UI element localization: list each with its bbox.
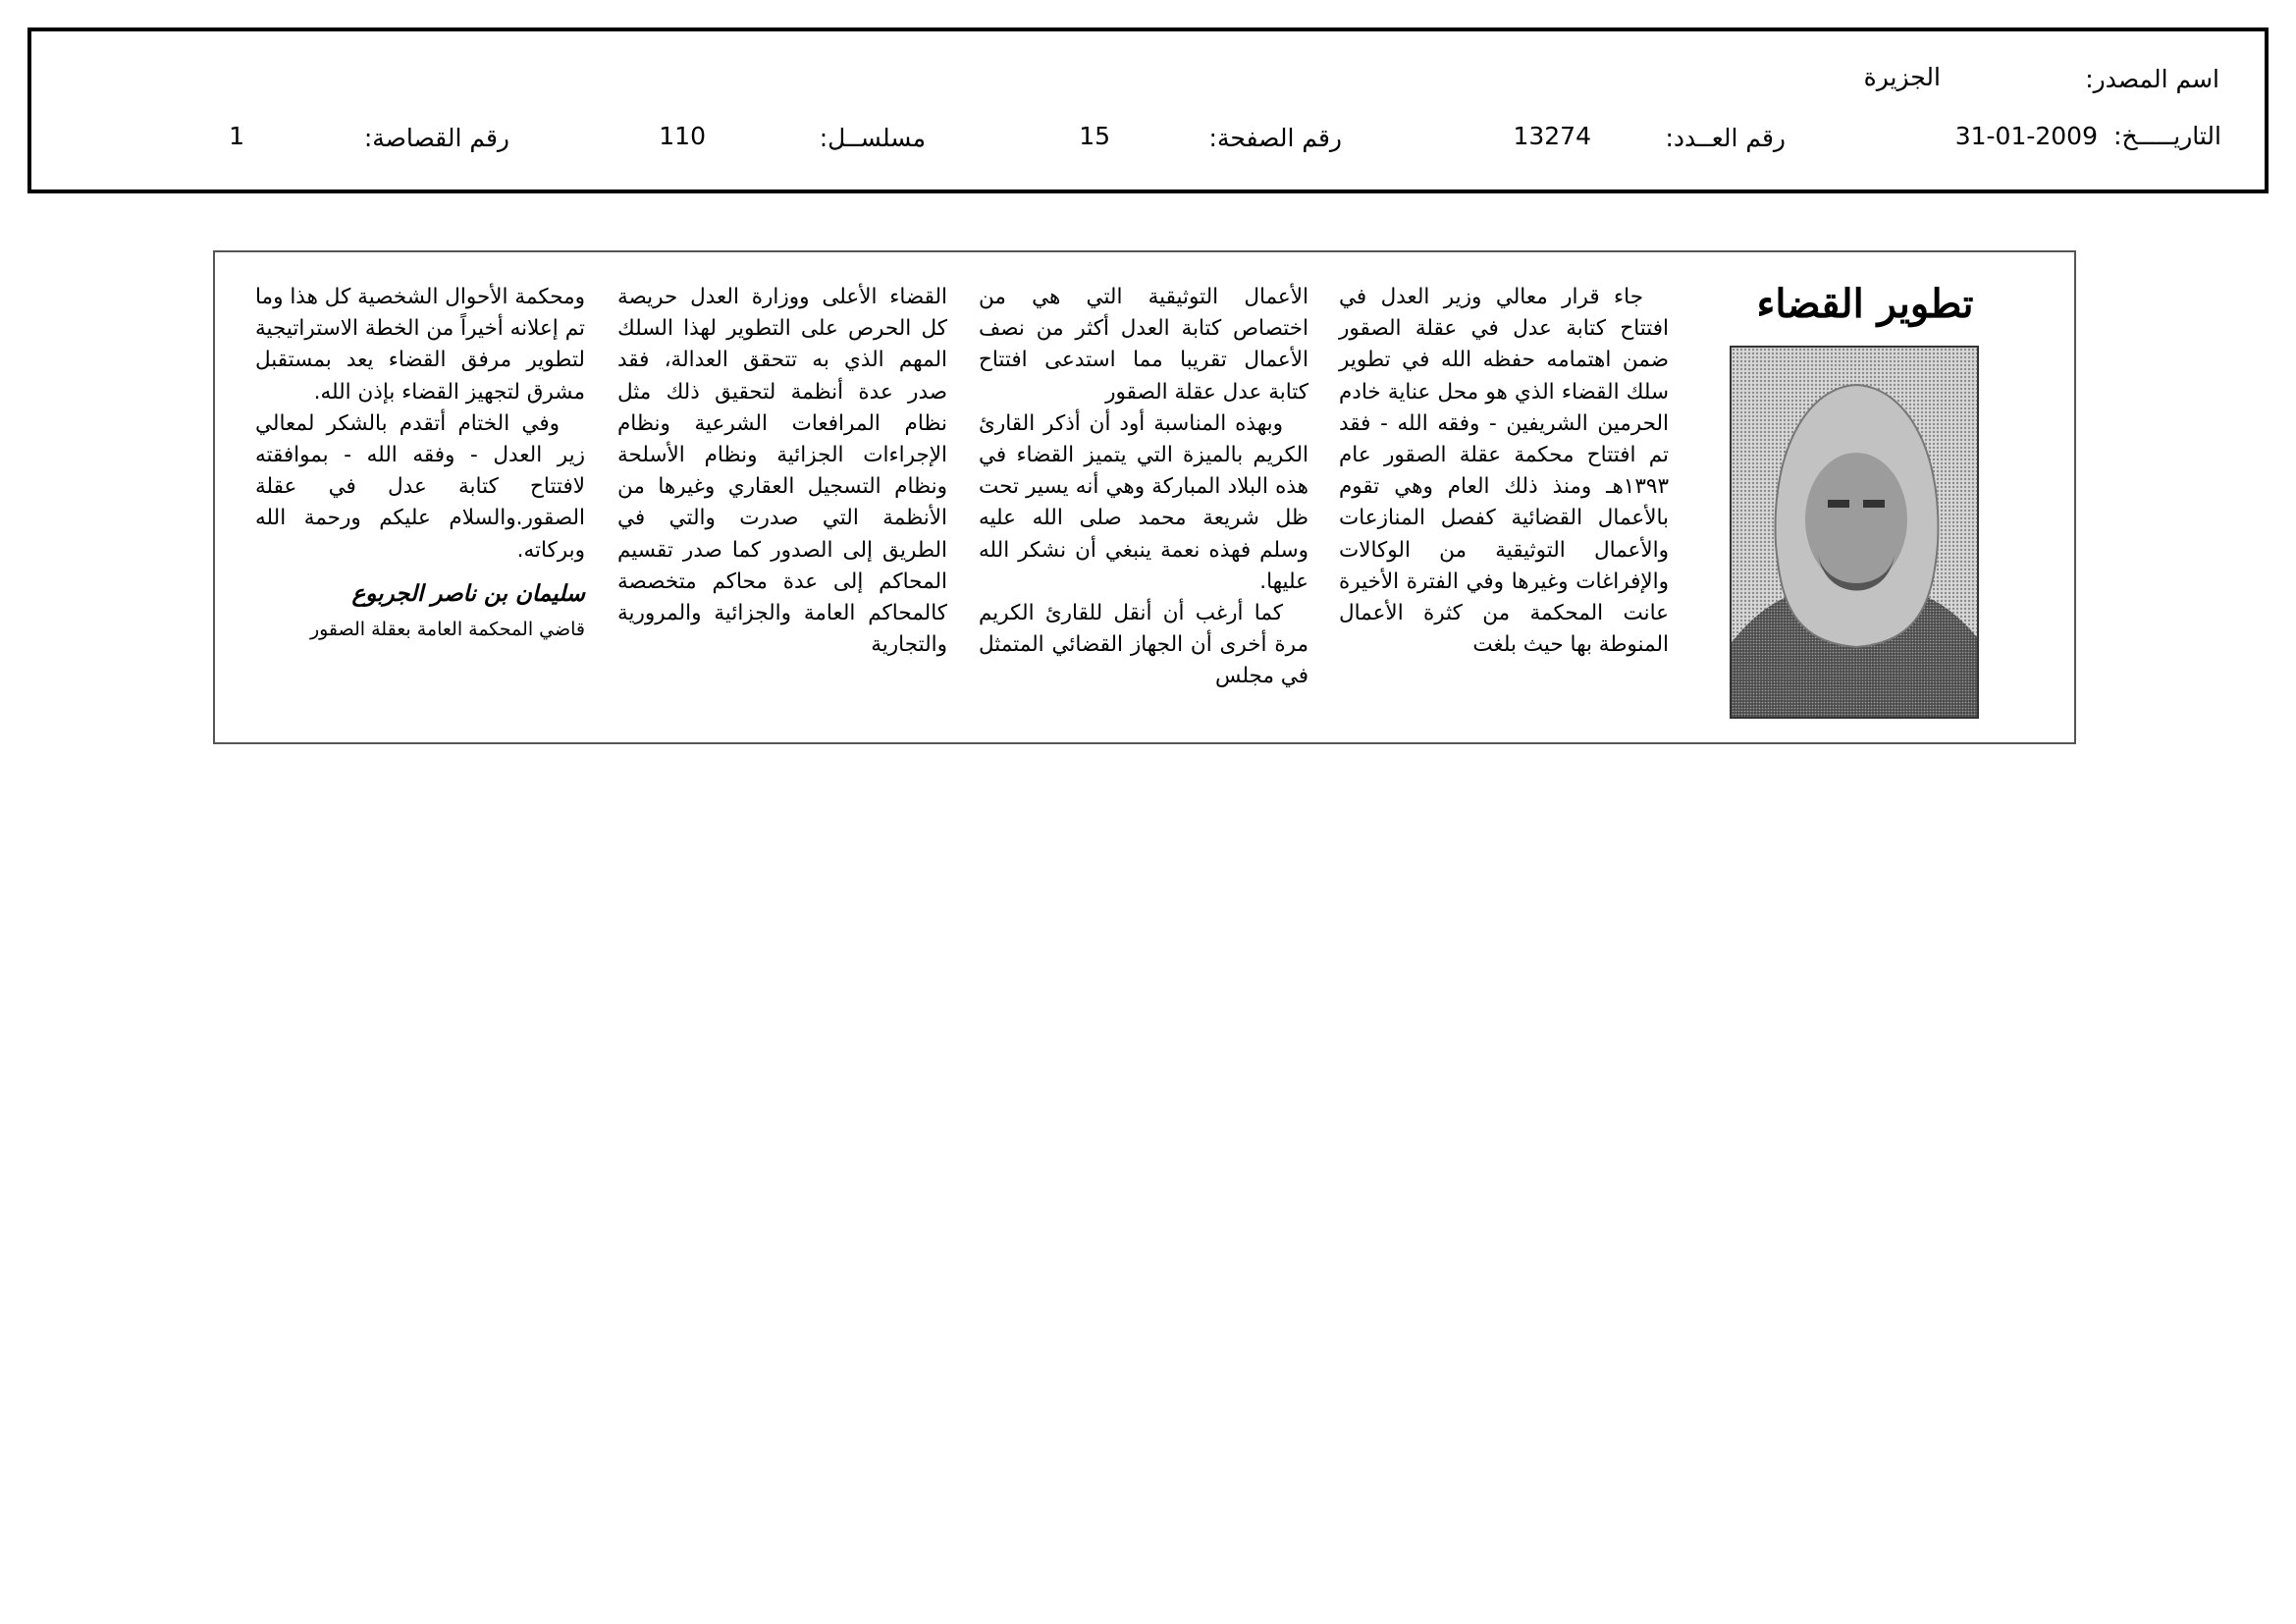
issue-value: 13274: [1513, 122, 1591, 150]
article-column-3: [617, 282, 947, 661]
author-photo: [1730, 346, 1979, 719]
paragraph: الأعمال التوثيقية التي هي من اختصاص كتابة العدل أكثر من نصف الأعمال تقريبا مما استدعى افتتاح كتابة عدل عقلة الصقور: [979, 285, 1308, 405]
article-column-1: [1339, 282, 1669, 661]
page-label: رقم الصفحة:: [1208, 124, 1342, 152]
clip-number-value: 1: [229, 122, 244, 150]
issue-label: رقم العــدد:: [1665, 124, 1786, 152]
source-label: اسم المصدر:: [2085, 65, 2219, 93]
page-value: 15: [1079, 122, 1110, 150]
newspaper-clipping: [213, 250, 2076, 744]
date-value: 31-01-2009: [1954, 122, 2098, 150]
clip-number-label: رقم القصاصة:: [363, 124, 509, 152]
source-value: الجزيرة: [1863, 63, 1941, 91]
article-column-4: [255, 282, 585, 645]
paragraph: جاء قرار معالي وزير العدل في افتتاح كتابة عدل في عقلة الصقور ضمن اهتمامه حفظه الله في تطوير سلك القضاء الذي هو محل عناية خادم الحرمين الشريفين - وفقه الله - فقد تم افتتاح محكمة عقلة الصقور عام ١٣٩٣هـ ومنذ ذلك العام وهي تقوم بالأعمال القضائية كفصل المنازعات والأعمال التوثيقية من الوكالات والإفراغات وغيرها وفي الفترة الأخيرة عانت المحكمة من كثرة الأعمال المنوطة بها حيث بلغت: [1339, 285, 1669, 658]
article-headline: تطوير القضاء: [1756, 281, 1974, 327]
paragraph: وفي الختام أتقدم بالشكر لمعالي زير العدل - وفقه الله - بموافقته لافتتاح كتابة عدل في عقلة الصقور.والسلام عليكم ورحمة الله وبركاته.: [255, 410, 585, 563]
paragraph: وبهذه المناسبة أود أن أذكر القارئ الكريم بالميزة التي يتميز القضاء في هذه البلاد المباركة وهي أنه يسير تحت ظل شريعة محمد صلى الله عليه وسلم فهذه نعمة ينبغي أن نشكر الله عليها.: [979, 410, 1308, 594]
portrait-image: [1732, 348, 1979, 719]
paragraph: ومحكمة الأحوال الشخصية كل هذا وما تم إعلانه أخيراً من الخطة الاستراتيجية لتطوير مرفق القضاء يعد بمستقبل مشرق لتجهيز القضاء بإذن الله.: [255, 285, 585, 405]
article-column-2: [979, 282, 1308, 693]
serial-label: مسلســل:: [819, 124, 926, 152]
date-label: التاريـــــخ:: [2113, 122, 2221, 150]
paragraph: كما أرغب أن أنقل للقارئ الكريم مرة أخرى أن الجهاز القضائي المتمثل في مجلس: [979, 601, 1308, 689]
serial-value: 110: [659, 122, 706, 150]
clipping-metadata-box: [27, 27, 2269, 193]
author-name: سليمان بن ناصر الجربوع: [351, 579, 585, 607]
author-title: قاضي المحكمة العامة بعقلة الصقور: [309, 619, 585, 641]
paragraph: القضاء الأعلى ووزارة العدل حريصة كل الحرص على التطوير لهذا السلك المهم الذي به تتحقق العدالة، فقد صدر عدة أنظمة لتحقيق ذلك مثل نظام المرافعات الشرعية ونظام الإجراءات الجزائية ونظام الأسلحة ونظام التسجيل العقاري وغيرها من الأنظمة التي صدرت والتي في الطريق إلى الصدور كما صدر تقسيم المحاكم إلى عدة محاكم متخصصة كالمحاكم العامة والجزائية والمرورية والتجارية: [617, 285, 947, 658]
